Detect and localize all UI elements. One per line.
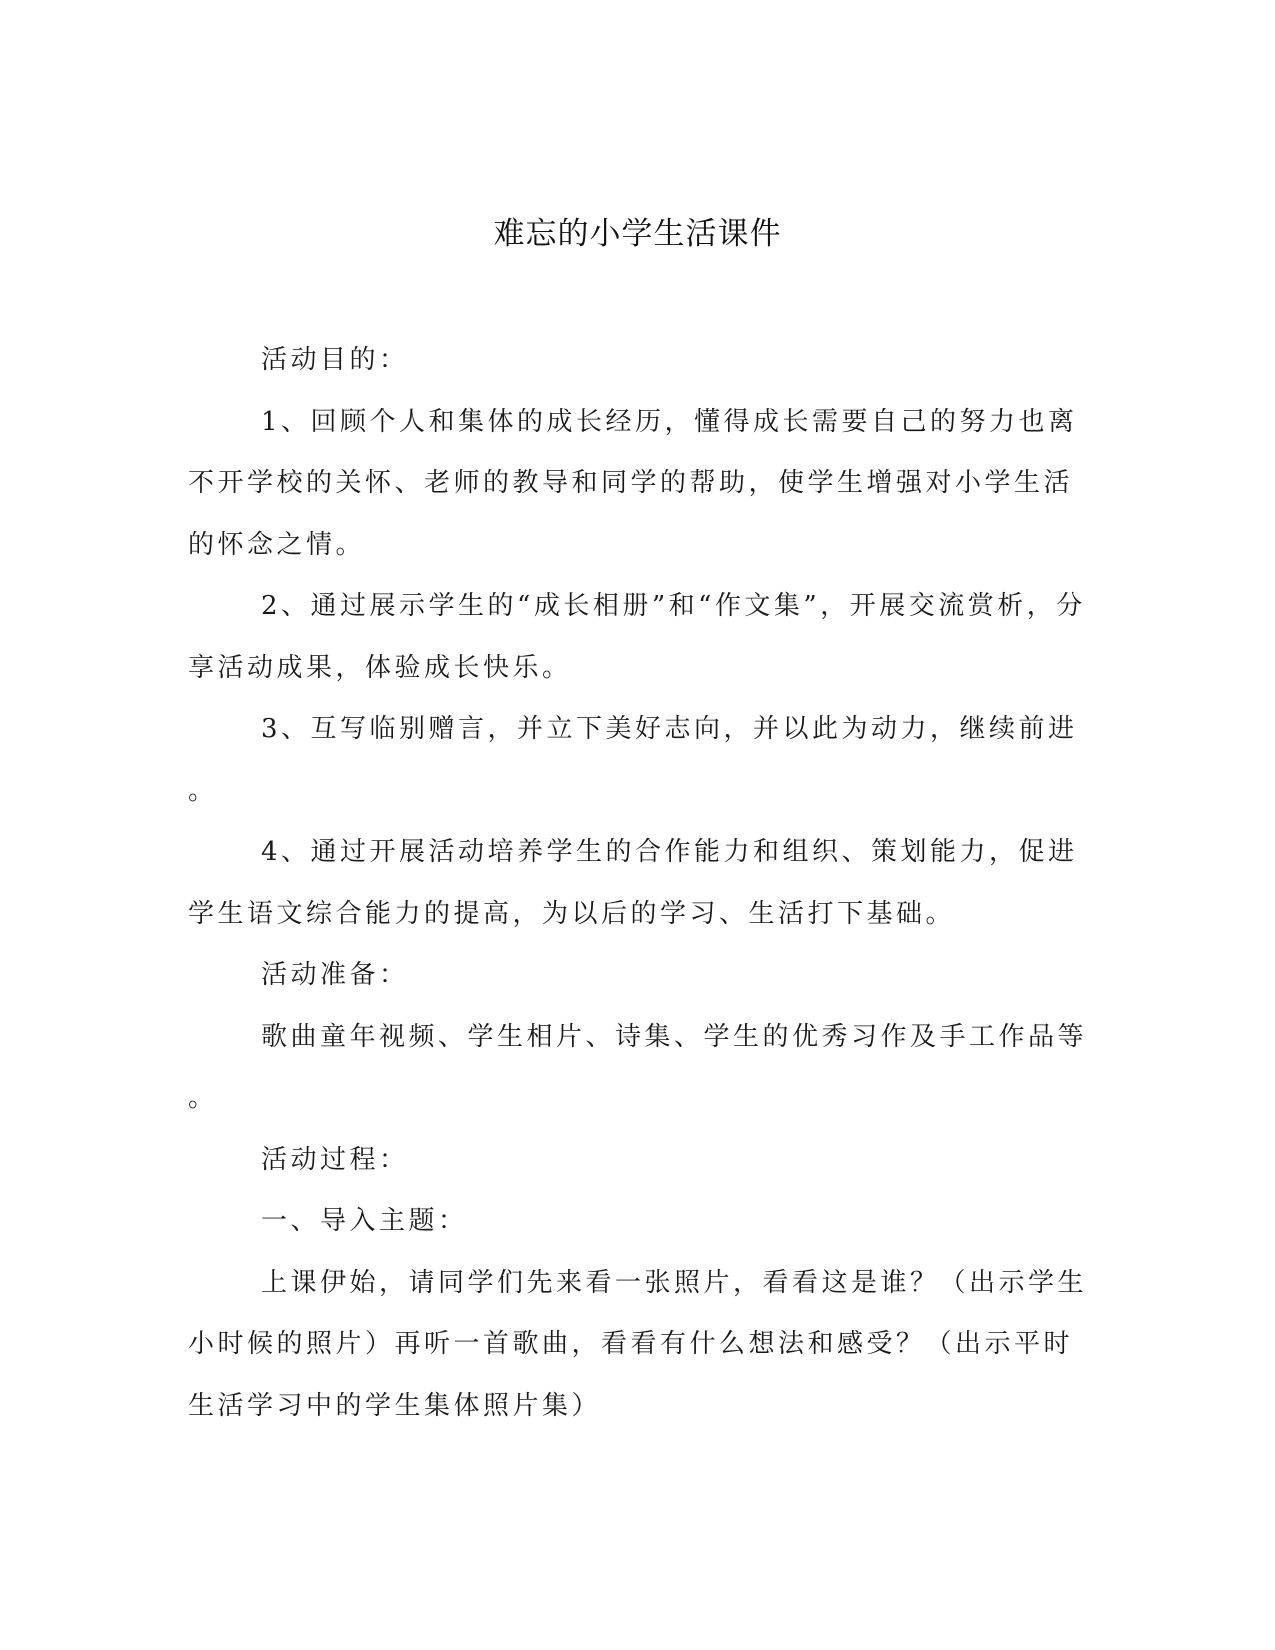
objective-paragraph-4: 4、通过开展活动培养学生的合作能力和组织、策划能力，促进学生语文综合能力的提高，为以后的学习、生活打下基础。 xyxy=(188,837,1078,929)
intro-paragraph: 上课伊始，请同学们先来看一张照片，看看这是谁？（出示学生小时候的照片）再听一首歌曲，看看有什么想法和感受？（出示平时生活学习中的学生集体照片集） xyxy=(188,1267,1088,1421)
objective-paragraph-2: 2、通过展示学生的“成长相册”和“作文集”，开展交流赏析，分享活动成果，体验成长快乐。 xyxy=(188,591,1086,683)
document-body xyxy=(188,330,1088,1437)
objective-paragraph-1: 1、回顾个人和集体的成长经历，懂得成长需要自己的努力也离不开学校的关怀、老师的教导和同学的帮助，使学生增强对小学生活的怀念之情。 xyxy=(188,406,1078,560)
preparation-paragraph-end: 。 xyxy=(188,1083,218,1113)
document-title: 难忘的小学生活课件 xyxy=(493,216,782,252)
section-heading-objectives: 活动目的： xyxy=(261,345,409,375)
objective-paragraph-3: 3、互写临别赠言，并立下美好志向，并以此为动力，继续前进 xyxy=(261,714,1078,744)
preparation-paragraph: 歌曲童年视频、学生相片、诗集、学生的优秀习作及手工作品等 xyxy=(261,1021,1088,1052)
section-heading-preparation: 活动准备： xyxy=(261,960,409,990)
subsection-heading-intro: 一、导入主题： xyxy=(261,1206,468,1236)
objective-paragraph-3-end: 。 xyxy=(188,775,218,806)
section-heading-process: 活动过程： xyxy=(261,1144,409,1175)
